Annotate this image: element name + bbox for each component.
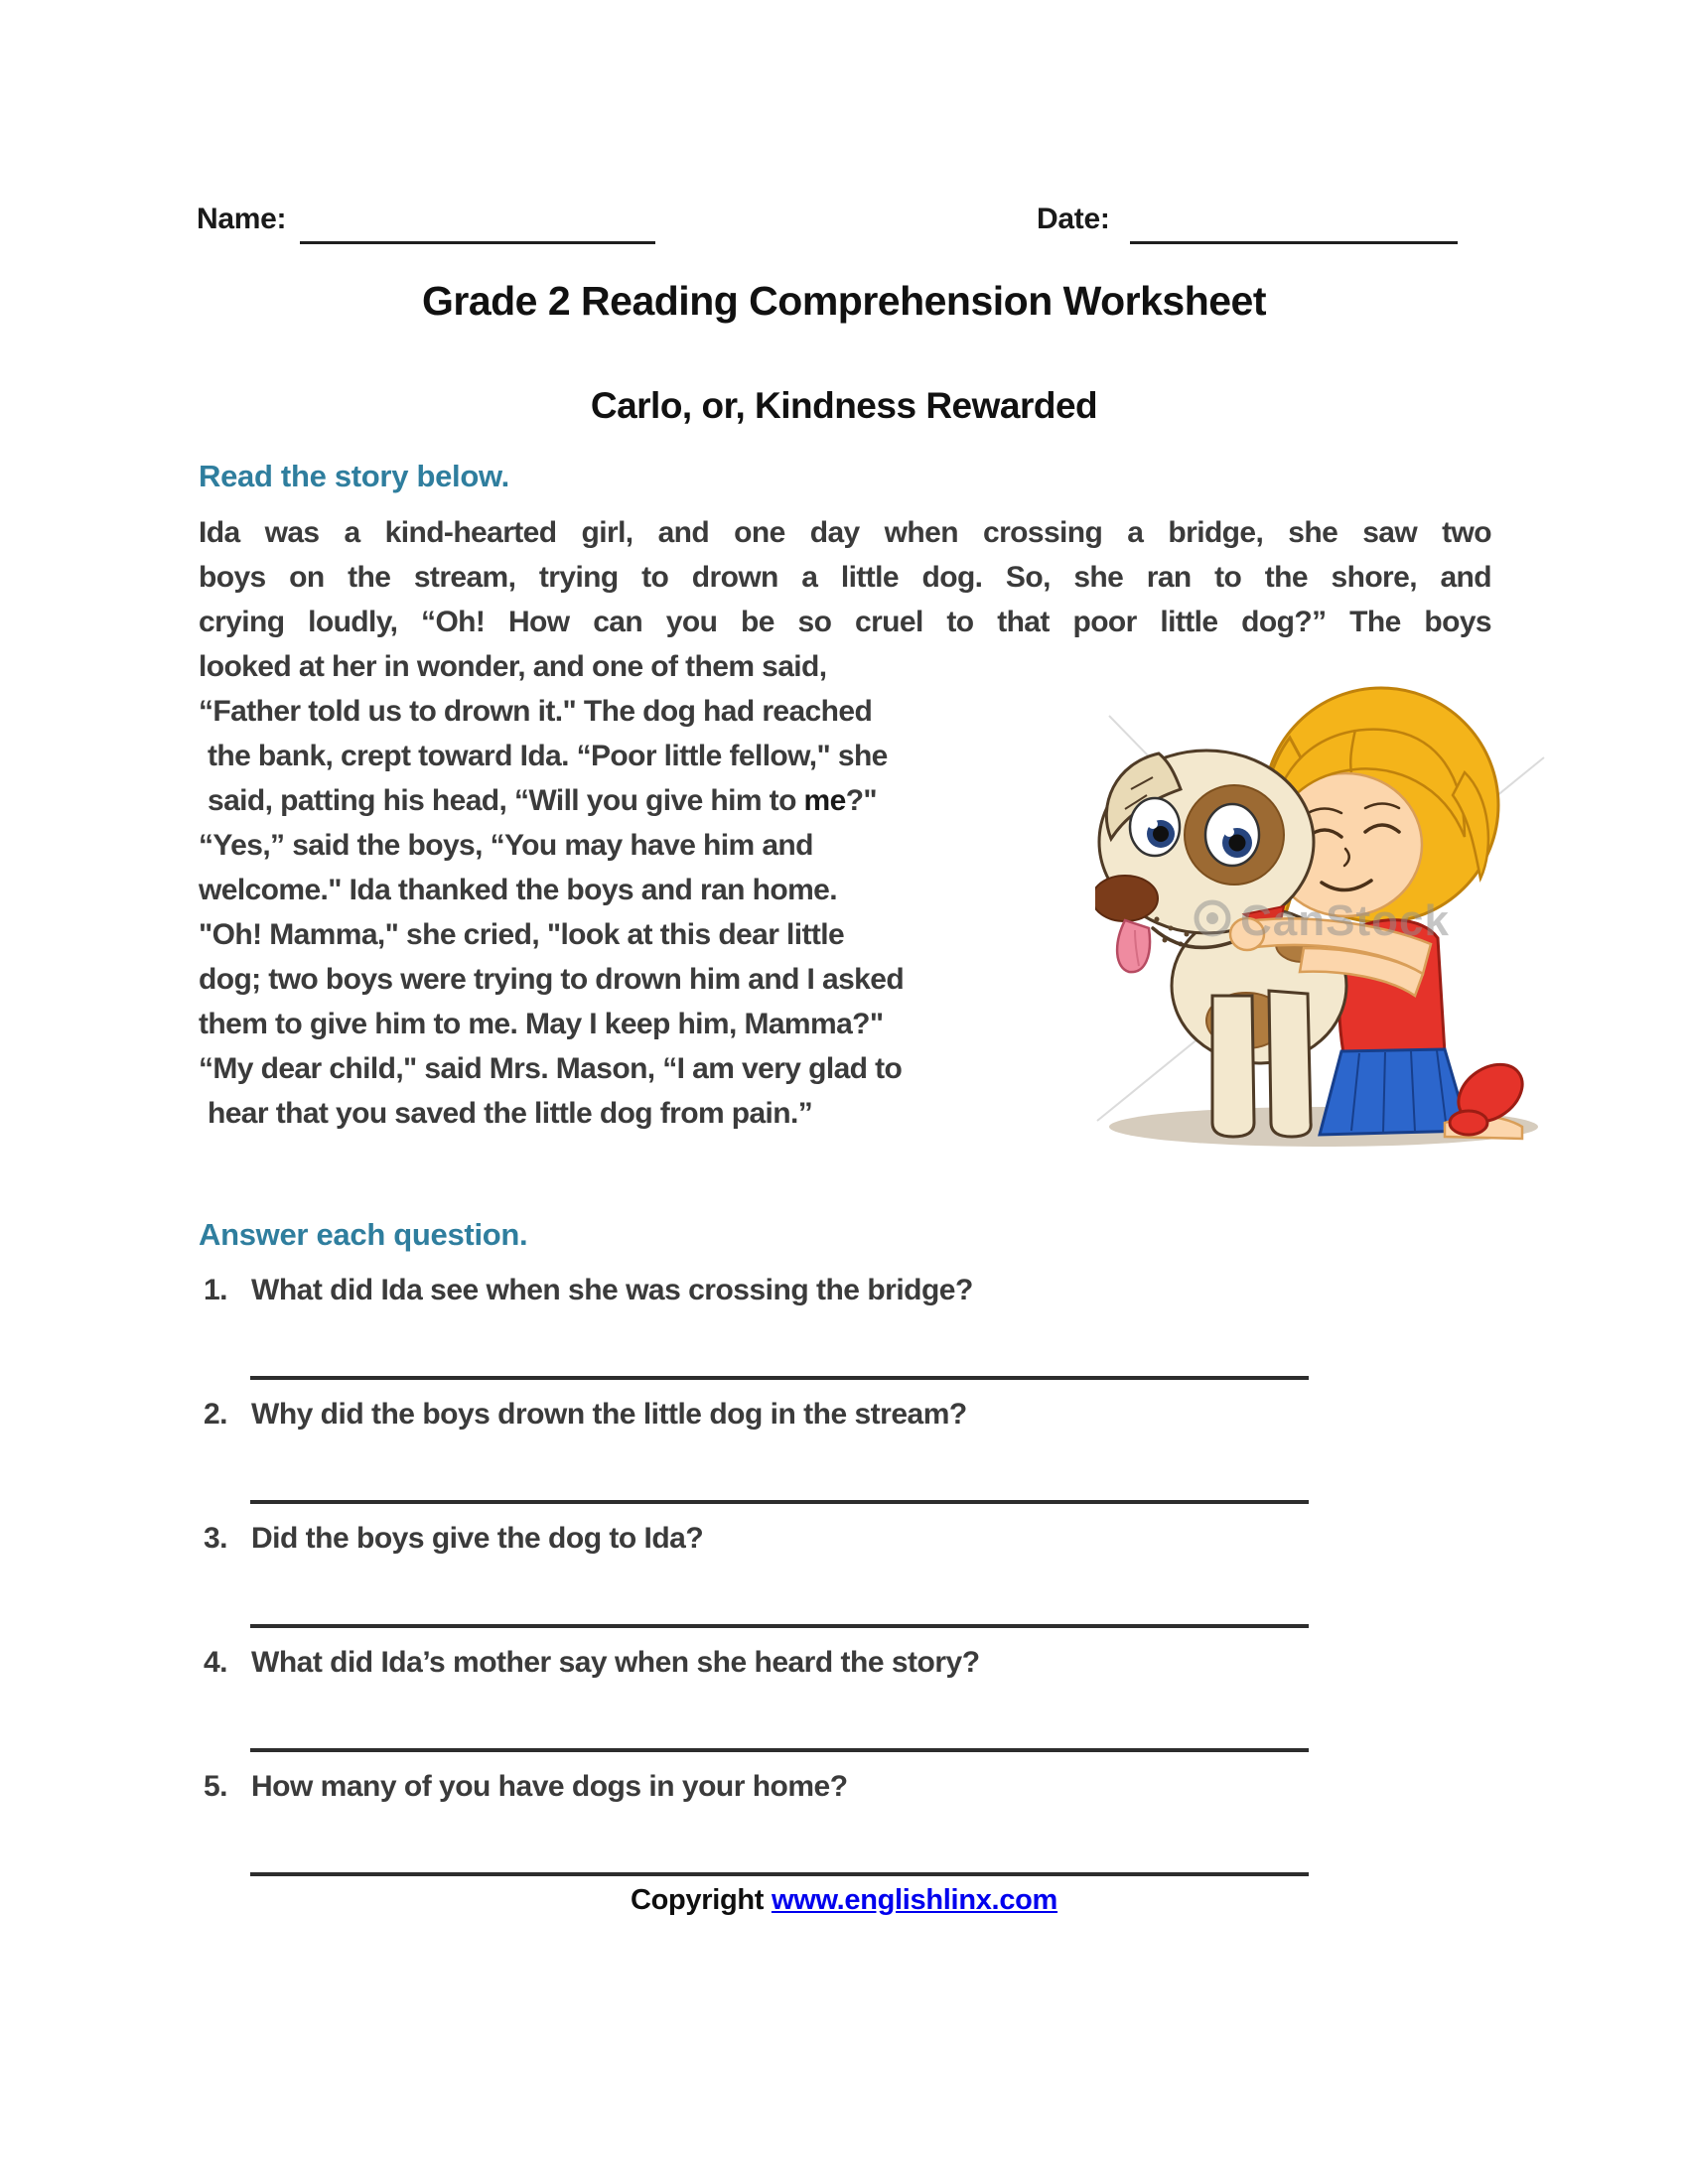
girl-hugging-dog-illustration [1095, 678, 1554, 1153]
dog-nose [1095, 876, 1158, 921]
story-line: looked at her in wonder, and one of them said, [199, 650, 827, 683]
story-title: Carlo, or, Kindness Rewarded [590, 385, 1098, 426]
date-label: Date: [1037, 203, 1110, 235]
date-blank-line [1130, 241, 1458, 244]
question-number: 1. [204, 1274, 228, 1306]
story-line: "Oh! Mamma," she cried, "look at this dear little [199, 918, 845, 951]
story-line: “Father told us to drown it." The dog had reached [199, 695, 873, 728]
answer-blank-line [250, 1500, 1309, 1504]
copyright-text: Copyright [630, 1884, 772, 1916]
story-line: said, patting his head, “Will you give him to me?" [208, 784, 878, 817]
question-item [204, 1274, 973, 1307]
question-item [204, 1646, 980, 1680]
answer-blank-line [250, 1376, 1309, 1380]
question-text: Why did the boys drown the little dog in the stream? [251, 1398, 967, 1431]
story-line: crying loudly, “Oh! How can you be so cruel to that poor little dog?” The boys [199, 606, 1491, 638]
question-text: What did Ida’s mother say when she heard the story? [251, 1646, 980, 1679]
story-line: Ida was a kind-hearted girl, and one day when crossing a bridge, she saw two [199, 516, 1491, 549]
question-item [204, 1770, 848, 1804]
question-text: Did the boys give the dog to Ida? [251, 1522, 704, 1555]
answer-blank-line [250, 1748, 1309, 1752]
page-title: Grade 2 Reading Comprehension Worksheet [421, 278, 1267, 324]
story-line: the bank, crept toward Ida. “Poor little fellow," she [208, 740, 888, 772]
story-line: “My dear child," said Mrs. Mason, “I am very glad to [199, 1052, 903, 1085]
story-line: dog; two boys were trying to drown him and I asked [199, 963, 905, 996]
question-number: 4. [204, 1646, 228, 1679]
story-line: them to give him to me. May I keep him, Mamma?" [199, 1008, 884, 1040]
story-line: hear that you saved the little dog from pain.” [208, 1097, 813, 1130]
footer-copyright [0, 1884, 1688, 1917]
story-line: welcome." Ida thanked the boys and ran home. [199, 874, 837, 906]
question-number: 5. [204, 1770, 228, 1803]
answer-blank-line [250, 1624, 1309, 1628]
question-item [204, 1522, 703, 1556]
question-text: How many of you have dogs in your home? [251, 1770, 848, 1803]
question-number: 2. [204, 1398, 228, 1431]
watermark-text: CanStock [1240, 896, 1450, 945]
answer-blank-line [250, 1872, 1309, 1876]
copyright-link[interactable]: www.englishlinx.com [771, 1884, 1058, 1916]
question-text: What did Ida see when she was crossing the bridge? [251, 1274, 973, 1306]
question-number: 3. [204, 1522, 228, 1555]
dog-tongue [1117, 920, 1150, 972]
name-label: Name: [197, 203, 287, 235]
story-section-label: Read the story below. [199, 459, 509, 493]
story-line: boys on the stream, trying to drown a little dog. So, she ran to the shore, and [199, 561, 1491, 594]
name-blank-line [300, 241, 655, 244]
questions-section-label: Answer each question. [199, 1217, 528, 1252]
story-line: “Yes,” said the boys, “You may have him and [199, 829, 813, 862]
question-item [204, 1398, 967, 1432]
